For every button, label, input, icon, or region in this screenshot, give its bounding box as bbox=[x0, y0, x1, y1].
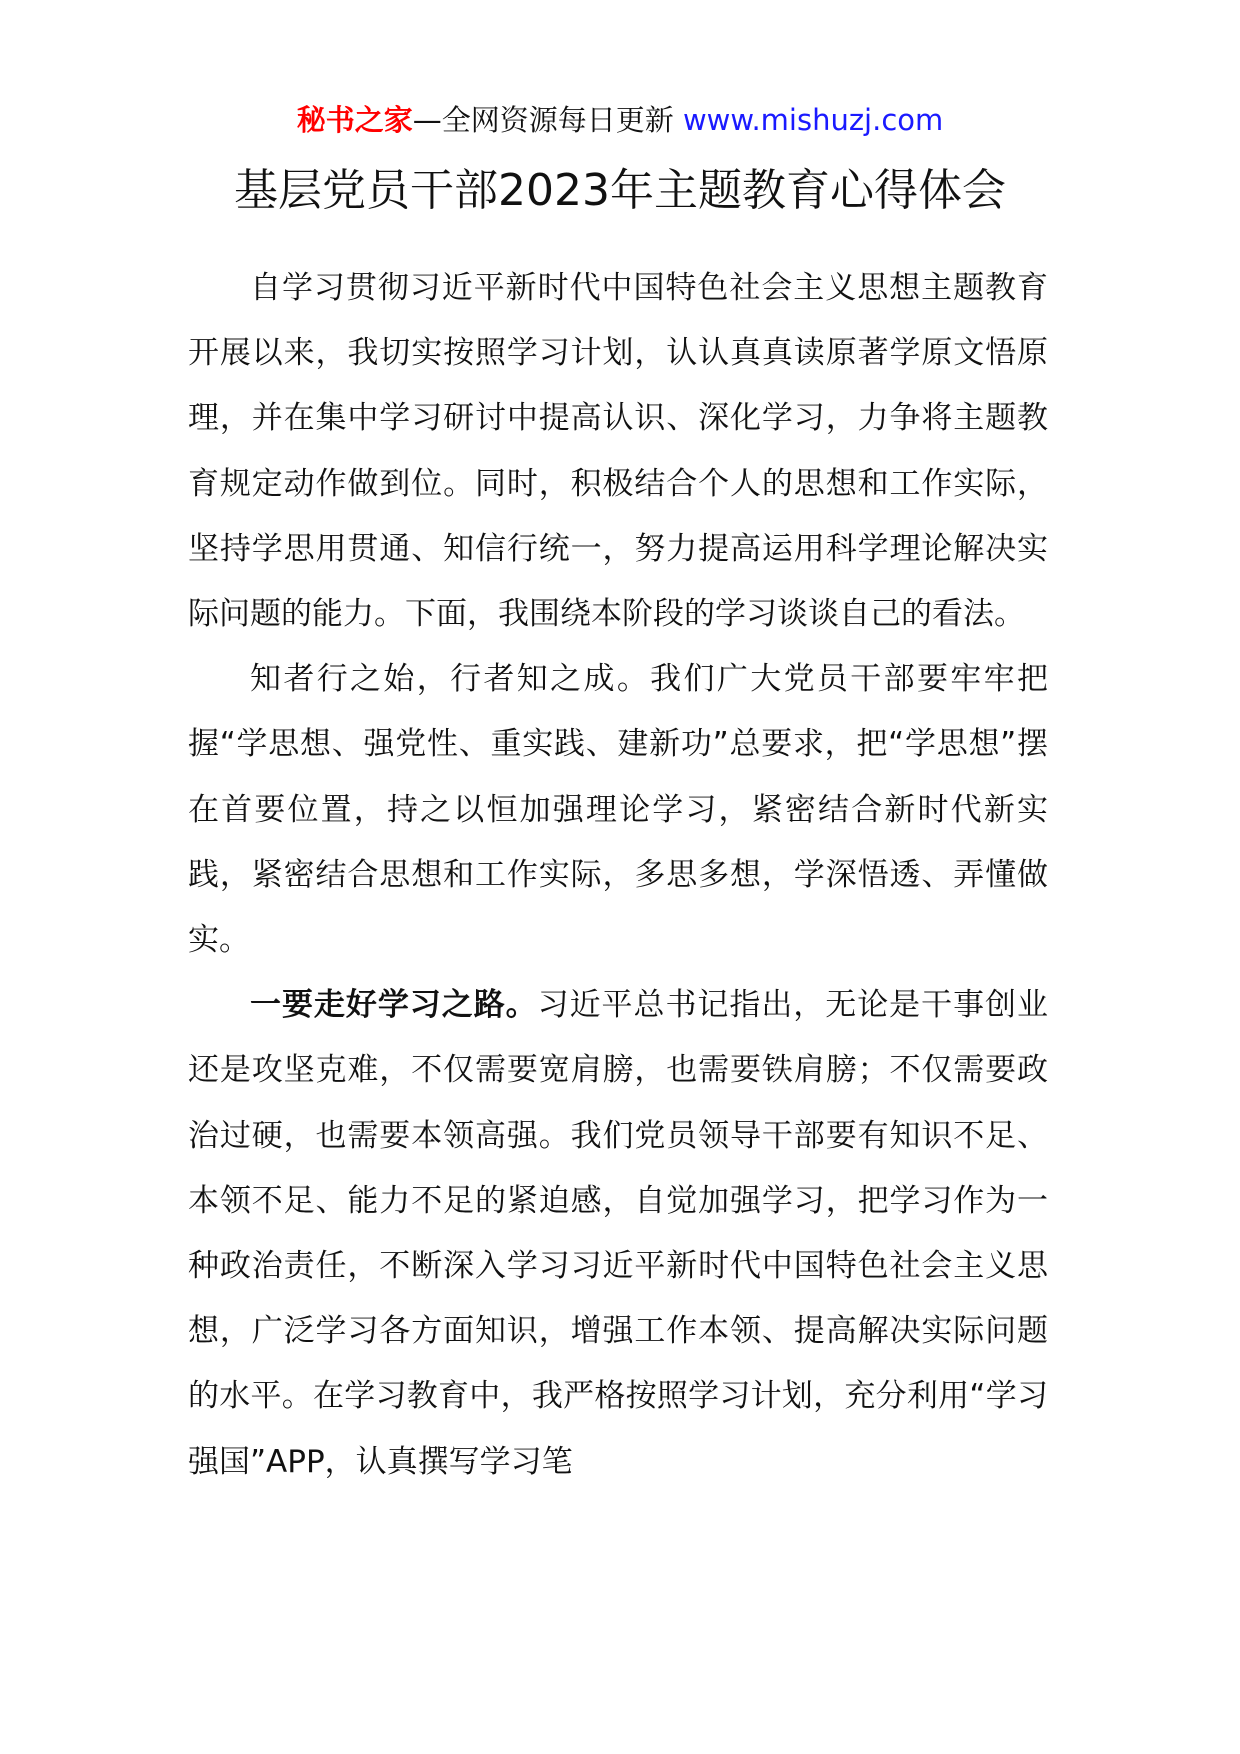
paragraph-3 bbox=[188, 973, 1048, 1495]
paragraph-lead: 一要走好学习之路。 bbox=[250, 987, 538, 1024]
paragraph-text: 知者行之始，行者知之成。我们广大党员干部要牢牢把握“学思想、强党性、重实践、建新功”总要求，把“学思想”摆在首要位置，持之以恒加强理论学习，紧密结合新时代新实践，紧密结合思想和工作实际，多思多想，学深悟透、弄懂做实。 bbox=[188, 661, 1048, 959]
paragraph-2 bbox=[188, 647, 1048, 973]
paragraph-text: 习近平总书记指出，无论是干事创业还是攻坚克难，不仅需要宽肩膀，也需要铁肩膀；不仅需要政治过硬，也需要本领高强。我们党员领导干部要有知识不足、本领不足、能力不足的紧迫感，自觉加强学习，把学习作为一种政治责任，不断深入学习习近平新时代中国特色社会主义思想，广泛学习各方面知识，增强工作本领、提高解决实际问题的水平。在学习教育中，我严格按照学习计划，充分利用“学习强国”APP，认真撰写学习笔 bbox=[188, 987, 1048, 1480]
paragraph-1 bbox=[188, 256, 1048, 647]
brand-name: 秘书之家 bbox=[296, 103, 413, 137]
document-title: 基层党员干部2023年主题教育心得体会 bbox=[234, 165, 1006, 216]
site-url-link[interactable]: www.mishuzj.com bbox=[682, 103, 944, 137]
banner-tagline: —全网资源每日更新 bbox=[412, 103, 683, 137]
paragraph-text: 自学习贯彻习近平新时代中国特色社会主义思想主题教育开展以来，我切实按照学习计划，认认真真读原著学原文悟原理，并在集中学习研讨中提高认识、深化学习，力争将主题教育规定动作做到位。同时，积极结合个人的思想和工作实际，坚持学思用贯通、知信行统一，努力提高运用科学理论解决实际问题的能力。下面，我围绕本阶段的学习谈谈自己的看法。 bbox=[188, 270, 1048, 633]
site-banner bbox=[0, 100, 1240, 140]
document-body bbox=[188, 256, 1048, 1495]
